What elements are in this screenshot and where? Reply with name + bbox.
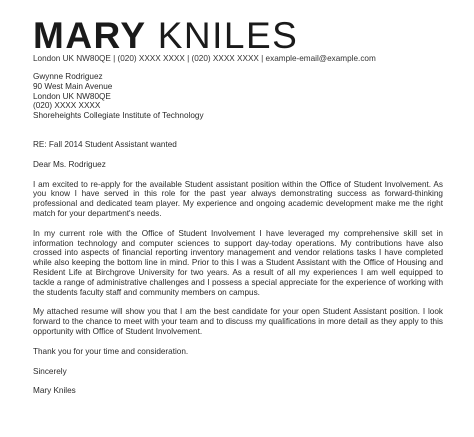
recipient-address <box>33 72 443 121</box>
signature: Mary Kniles <box>33 386 76 396</box>
paragraph-intro: I am excited to re-apply for the available Student assistant position within the Office of Student Involvement. As you know I have served in this role for the past year always demonstrating success as forward-thinking professional and dedicated team player. My experience and ongoing academic development make me the right match for your department's needs. <box>33 179 443 218</box>
paragraph-thanks: Thank you for your time and consideration. <box>33 346 189 356</box>
recipient-name: Gwynne Rodriguez <box>33 72 103 81</box>
recipient-phone: (020) XXXX XXXX <box>33 101 101 111</box>
recipient-city: London UK NW80QE <box>33 91 111 101</box>
letter-body <box>33 72 443 396</box>
recipient-organization: Shoreheights Collegiate Institute of Technology <box>33 111 204 121</box>
paragraph-resume: My attached resume will show you that I am the best candidate for your open Student Assistant position. I look forward to the chance to meet with your team and to discuss my qualifications in more detail as they apply to this opportunity with Office of Student Involvement. <box>33 307 443 336</box>
last-name: KNILES <box>157 15 299 56</box>
closing: Sincerely <box>33 366 67 376</box>
paragraph-experience: In my current role with the Office of Student Involvement I have leveraged my comprehensive skill set in information technology and computer sciences to support day-today operations. My contributions have also crossed into aspects of financial reporting inventory management and vendor relations tasks I have completed while also keeping the bottom line in mind. Prior to this I was a Student Assistant with the Office of Housing and Resident Life at Birchgrove University for two years. As a result of all my experiences I am well equipped to tackle a range of administrative challenges and I possess a special appreciate for the experience of working with the students faculty staff and community members on campus. <box>33 228 443 297</box>
recipient-street: 90 West Main Avenue <box>33 81 113 91</box>
subject-line: RE: Fall 2014 Student Assistant wanted <box>33 139 177 149</box>
contact-line: London UK NW80QE | (020) XXXX XXXX | (020) XXXX XXXX | example-email@example.com <box>33 54 376 63</box>
salutation: Dear Ms. Rodriguez <box>33 159 106 169</box>
applicant-name <box>33 16 298 56</box>
first-name: MARY <box>33 15 146 56</box>
